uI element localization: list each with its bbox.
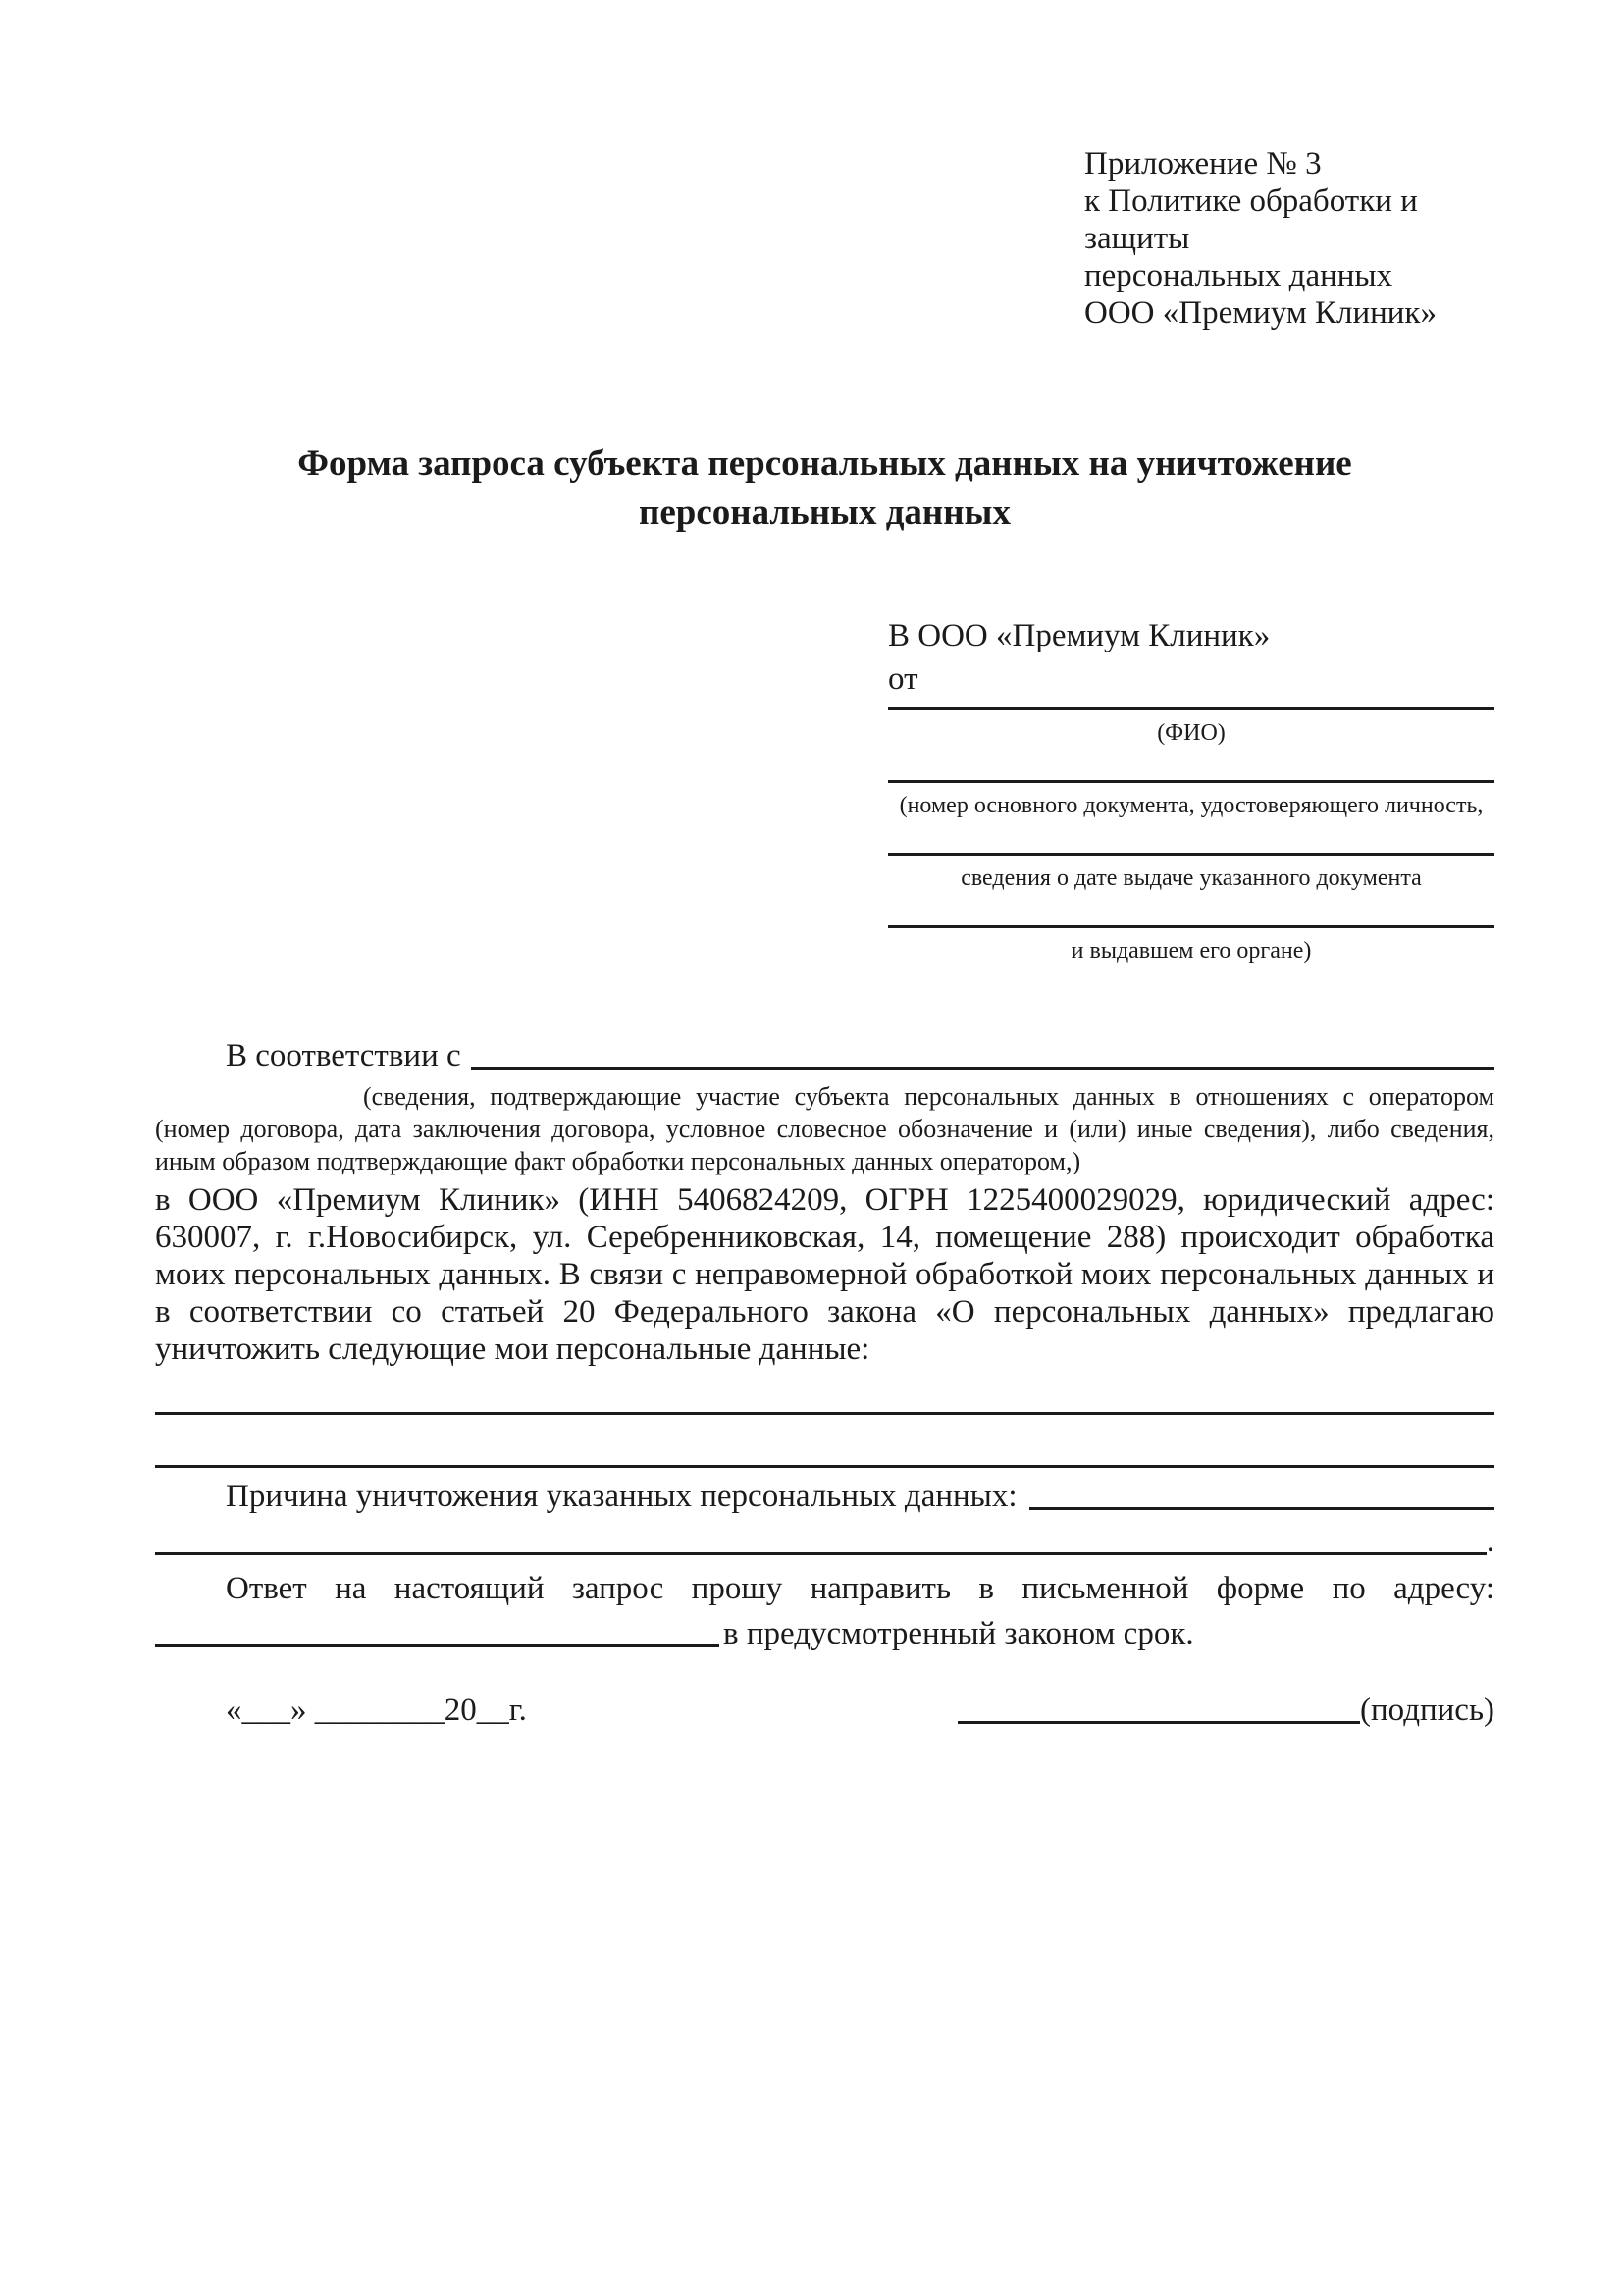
personal-data-blank-row-2 <box>155 1421 1494 1474</box>
signature-caption: (подпись) <box>1360 1693 1494 1728</box>
main-paragraph: в ООО «Премиум Клиник» (ИНН 5406824209, ОГРН 1225400029029, юридический адрес: 630007, г. г.Новосибирск, ул. Серебренниковская, 14, помещение 288) происходит обработка моих персональных данных. В связи с неправомерной обработкой моих персональных данных и в соответствии со статьей 20 Федерального закона «О персональных данных» предлагаю уничтожить следующие мои персональные данные: <box>155 1182 1494 1367</box>
answer-request-text: Ответ на настоящий запрос прошу направить в письменной форме по адресу: <box>226 1571 1494 1606</box>
personal-data-blank-row-1 <box>155 1368 1494 1421</box>
addressee-block <box>888 614 1494 965</box>
fine-print-note: (сведения, подтверждающие участие субъекта персональных данных в отношениях с оператором (номер договора, дата заключения договора, условное словесное обозначение и (или) иные сведения), либо сведения, иным образом подтверждающие факт обработки персональных данных оператором,) <box>155 1082 1494 1175</box>
appendix-header-line-1: Приложение № 3 <box>1084 146 1322 182</box>
reason-continuation-row <box>155 1519 1494 1564</box>
accordance-blank-line[interactable] <box>471 1033 1494 1070</box>
personal-data-blank-line-2[interactable] <box>155 1421 1494 1468</box>
issuing-authority-field <box>888 892 1494 965</box>
issue-date-field <box>888 819 1494 892</box>
document-number-field <box>888 747 1494 819</box>
accordance-row <box>155 1033 1494 1078</box>
issue-date-blank-line[interactable] <box>888 819 1494 856</box>
address-blank-line[interactable] <box>155 1611 719 1647</box>
reason-blank-line-1[interactable] <box>1029 1474 1494 1510</box>
appendix-header-line-4: ООО «Премиум Клиник» <box>1084 295 1437 331</box>
reason-blank-line-2[interactable] <box>155 1519 1487 1555</box>
issuing-authority-caption: и выдавшем его органе) <box>1071 938 1312 964</box>
reason-label: Причина уничтожения указанных персональных данных: <box>226 1479 1018 1514</box>
reason-line-period: . <box>1486 1524 1494 1559</box>
document-title: Форма запроса субъекта персональных данных на уничтожение персональных данных <box>297 444 1352 533</box>
answer-address-row <box>155 1611 1494 1656</box>
appendix-header <box>1084 145 1494 332</box>
signature-group <box>958 1688 1494 1733</box>
addressee-to-text: В ООО «Премиум Клиник» <box>888 618 1271 653</box>
issuing-authority-blank-line[interactable] <box>888 892 1494 928</box>
reason-row <box>155 1474 1494 1519</box>
document-number-caption: (номер основного документа, удостоверяющего личность, <box>899 793 1484 818</box>
appendix-header-line-3: персональных данных <box>1084 258 1393 293</box>
appendix-header-line-2: к Политике обработки и защиты <box>1084 183 1418 256</box>
fio-field <box>888 701 1494 747</box>
personal-data-blank-line-1[interactable] <box>155 1368 1494 1415</box>
addressee-from-label: от <box>888 661 918 697</box>
signature-blank-line[interactable] <box>958 1721 1360 1724</box>
fio-blank-line[interactable] <box>888 701 1494 710</box>
date-line: «___» ________20__г. <box>226 1693 527 1728</box>
document-number-blank-line[interactable] <box>888 747 1494 783</box>
accordance-label: В соответствии с <box>226 1038 461 1073</box>
issue-date-caption: сведения о дате выдаче указанного документа <box>961 865 1422 891</box>
fio-caption: (ФИО) <box>1157 720 1226 746</box>
date-signature-row <box>155 1688 1494 1733</box>
answer-tail-text: в предусмотренный законом срок. <box>723 1616 1194 1651</box>
